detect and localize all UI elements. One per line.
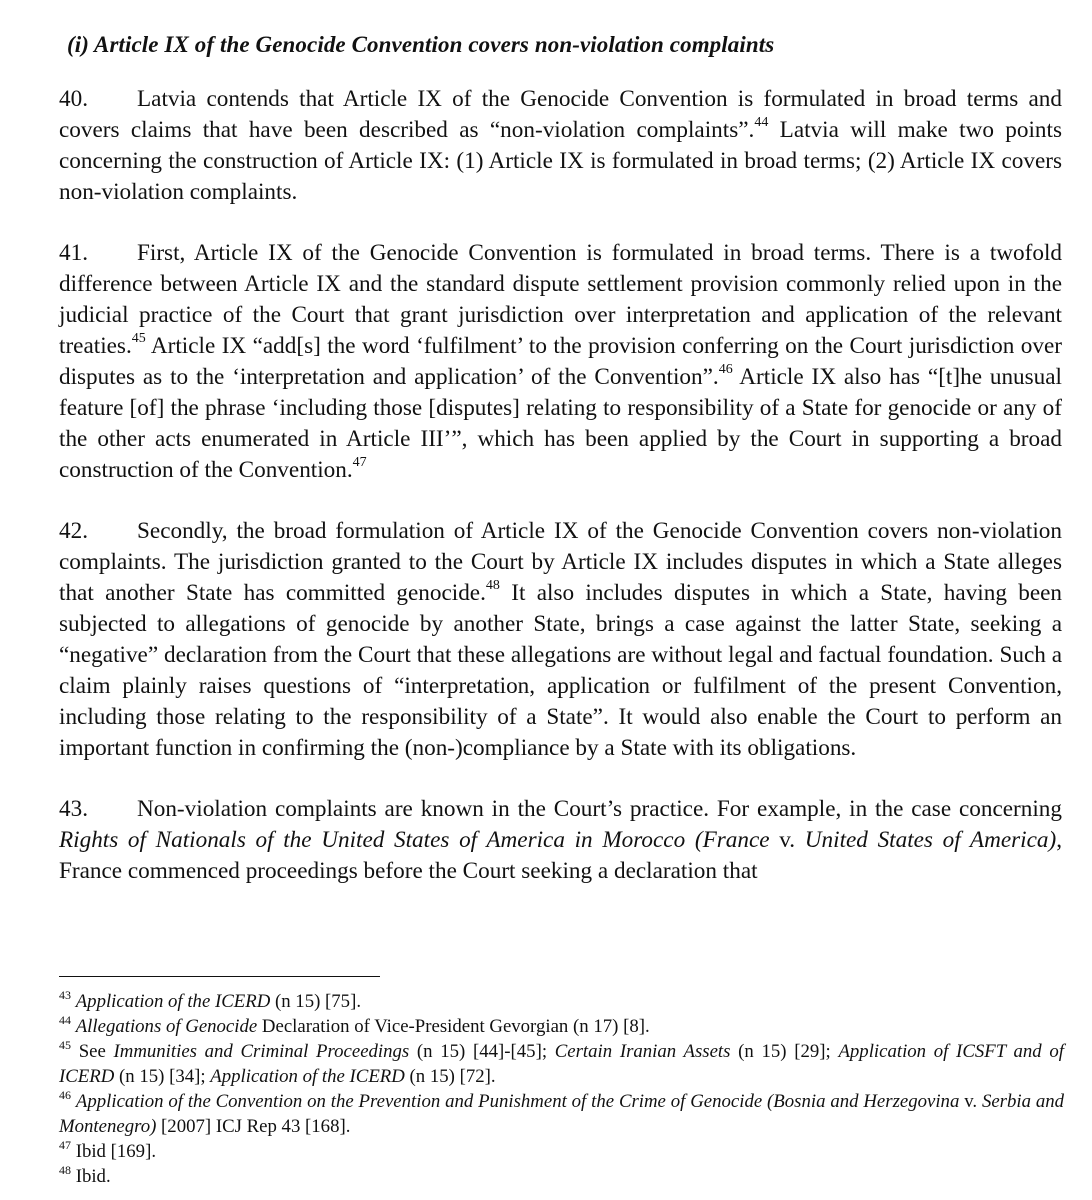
paragraph-40 bbox=[59, 84, 1062, 208]
footnote-text: (n 15) [34]; bbox=[114, 1066, 211, 1087]
footnote-citation: Immunities and Criminal Proceedings bbox=[113, 1041, 410, 1062]
paragraph-text: v. bbox=[769, 827, 805, 853]
footnote-citation: Application of ICSFT and of ICERD bbox=[59, 1041, 1064, 1087]
paragraph-text: Article IX “add[s] the word ‘fulfilment’ to the provision conferring on the Court jurisdiction over disputes as to the ‘interpretation and application’ of the Convention”. bbox=[59, 333, 1062, 390]
footnote-number: 43 bbox=[59, 987, 71, 1002]
paragraph-number: 40. bbox=[59, 86, 88, 112]
footnote-number: 45 bbox=[59, 1037, 71, 1052]
paragraph-text: Non-violation complaints are known in the Court’s practice. For example, in the case concerning bbox=[137, 796, 1062, 822]
footnote-number: 48 bbox=[59, 1162, 71, 1177]
footnote-44 bbox=[59, 1014, 1064, 1039]
case-name: United States of America) bbox=[804, 827, 1057, 853]
footnote-citation: Application of the ICERD bbox=[210, 1066, 405, 1087]
footnote-text: (n 15) [29]; bbox=[730, 1041, 839, 1062]
paragraph-41 bbox=[59, 238, 1062, 486]
footnote-ref[interactable]: 46 bbox=[718, 362, 733, 378]
paragraph-text: , France commenced proceedings before the Court seeking a declaration that bbox=[59, 827, 1062, 884]
paragraph-42 bbox=[59, 516, 1062, 764]
footnote-number: 46 bbox=[59, 1087, 71, 1102]
footnotes bbox=[59, 989, 1064, 1189]
footnote-citation: Application of the Convention on the Prevention and Punishment of the Crime of Genocide (Bosnia and Herzegovina bbox=[75, 1091, 960, 1112]
footnote-text: (n 15) [72]. bbox=[404, 1066, 496, 1087]
paragraph-text: Secondly, the broad formulation of Article IX of the Genocide Convention covers non-violation complaints. The jurisdiction granted to the Court by Article IX includes disputes in which a State alleges that another State has committed genocide. bbox=[59, 518, 1062, 606]
paragraph-number: 43. bbox=[59, 796, 88, 822]
footnote-text: v. bbox=[959, 1091, 982, 1112]
footnote-text: See bbox=[71, 1041, 114, 1062]
footnote-45 bbox=[59, 1039, 1064, 1089]
footnote-citation: Serbia and Montenegro) bbox=[59, 1091, 1065, 1137]
footnote-citation: Application of the ICERD bbox=[75, 991, 271, 1012]
paragraph-text: Latvia contends that Article IX of the Genocide Convention is formulated in broad terms and covers claims that have been described as “non-violation complaints”. bbox=[59, 86, 1062, 143]
footnote-separator bbox=[59, 976, 380, 977]
case-name: Rights of Nationals of the United States of America in Morocco (France bbox=[59, 827, 770, 853]
footnote-47 bbox=[59, 1139, 1064, 1164]
footnote-ref[interactable]: 44 bbox=[754, 115, 769, 131]
footnote-text: Ibid [169]. bbox=[71, 1141, 157, 1162]
footnote-ref[interactable]: 47 bbox=[352, 455, 367, 471]
footnote-text: Ibid. bbox=[71, 1166, 111, 1187]
footnote-number: 44 bbox=[59, 1012, 71, 1027]
footnote-text: [2007] ICJ Rep 43 [168]. bbox=[156, 1116, 351, 1137]
footnote-text: (n 15) [44]-[45]; bbox=[409, 1041, 555, 1062]
section-heading: (i) Article IX of the Genocide Convention covers non-violation complaints bbox=[67, 32, 775, 57]
footnote-ref[interactable]: 45 bbox=[131, 331, 146, 347]
paragraph-number: 42. bbox=[59, 518, 88, 544]
footnote-48 bbox=[59, 1164, 1064, 1189]
paragraph-number: 41. bbox=[59, 240, 88, 266]
paragraph-text: First, Article IX of the Genocide Convention is formulated in broad terms. There is a twofold difference between Article IX and the standard dispute settlement provision commonly relied upon in the judicial practice of the Court that grant jurisdiction over interpretation and application of the relevant treaties. bbox=[59, 240, 1062, 359]
footnote-43 bbox=[59, 989, 1064, 1014]
footnote-citation: Certain Iranian Assets bbox=[554, 1041, 731, 1062]
paragraph-text: Article IX also has “[t]he unusual feature [of] the phrase ‘including those [disputes] relating to responsibility of a State for genocide or any of the other acts enumerated in Article III’”, which has been applied by the Court in supporting a broad construction of the Convention. bbox=[59, 364, 1062, 483]
footnote-number: 47 bbox=[59, 1137, 71, 1152]
paragraph-text: It also includes disputes in which a State, having been subjected to allegations of genocide by another State, brings a case against the latter State, seeking a “negative” declaration from the Court that these allegations are without legal and factual foundation. Such a claim plainly raises questions of “interpretation, application or fulfilment of the present Convention, including those relating to the responsibility of a State”. It would also enable the Court to perform an important function in confirming the (non-)compliance by a State with its obligations. bbox=[59, 580, 1063, 761]
footnote-46 bbox=[59, 1089, 1064, 1139]
paragraph-text: Latvia will make two points concerning the construction of Article IX: (1) Article IX is formulated in broad terms; (2) Article IX covers non-violation complaints. bbox=[59, 117, 1062, 205]
footnote-text: Declaration of Vice-President Gevorgian (n 17) [8]. bbox=[257, 1016, 650, 1037]
footnote-ref[interactable]: 48 bbox=[485, 578, 500, 594]
footnote-text: (n 15) [75]. bbox=[270, 991, 362, 1012]
footnote-citation: Allegations of Genocide bbox=[75, 1016, 258, 1037]
paragraph-43 bbox=[59, 794, 1062, 887]
